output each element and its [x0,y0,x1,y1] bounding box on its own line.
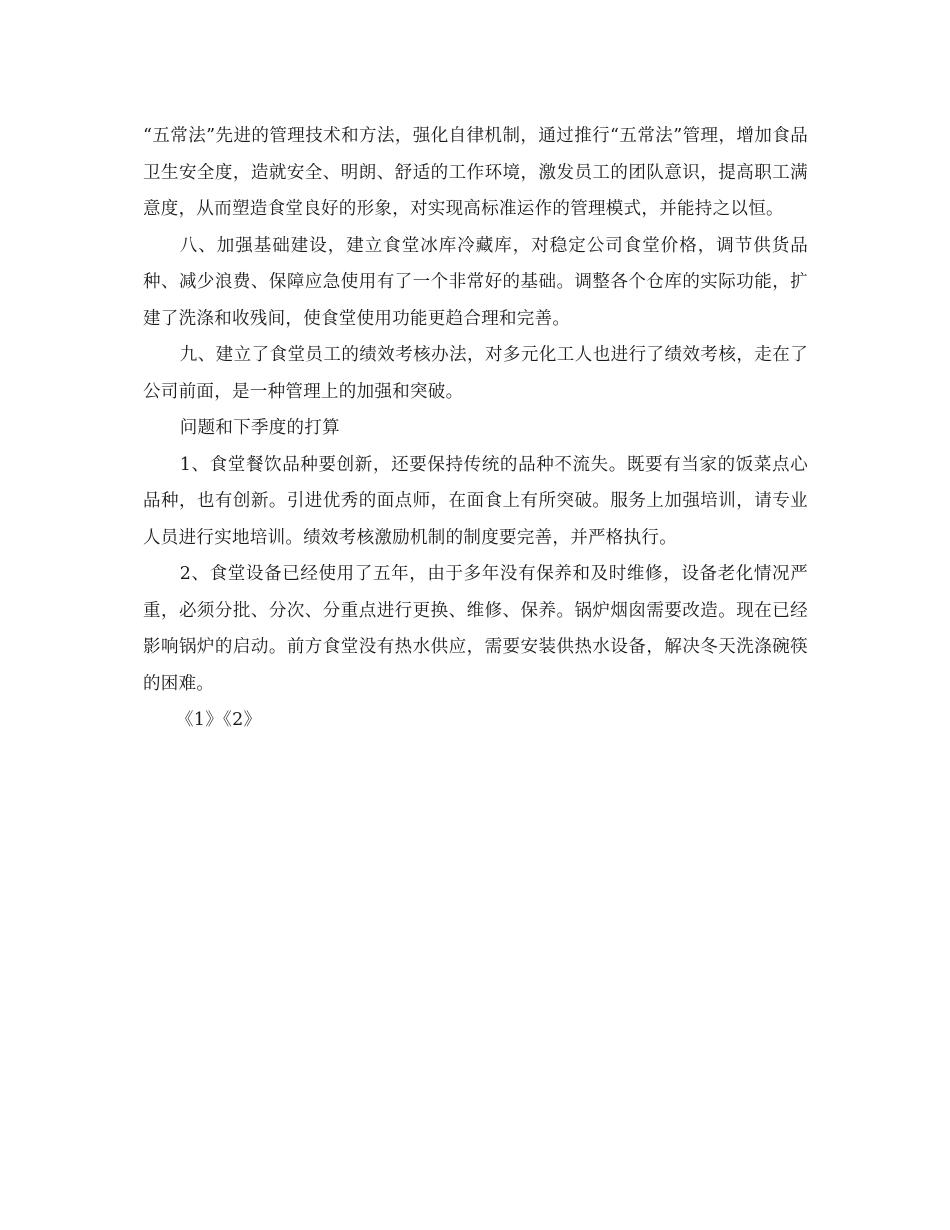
section-heading-problems-plans: 问题和下季度的打算 [179,418,340,438]
paragraph-item-nine: 九、建立了食堂员工的绩效考核办法，对多元化工人也进行了绩效考核，走在了公司前面，是一种管理上的加强和突破。 [143,345,808,402]
paragraph-plan-one: 1、食堂餐饮品种要创新，还要保持传统的品种不流失。既要有当家的饭菜点心品种，也有创新。引进优秀的面点师，在面食上有所突破。服务上加强培训，请专业人员进行实地培训。绩效考核激励机制的制度要完善，并严格执行。 [143,454,808,548]
pagination-links[interactable]: 《1》《2》 [176,710,262,730]
document-body [143,118,808,739]
paragraph-plan-two: 2、食堂设备已经使用了五年，由于多年没有保养和及时维修，设备老化情况严重，必须分批、分次、分重点进行更换、维修、保养。锅炉烟囱需要改造。现在已经影响锅炉的启动。前方食堂没有热水供应，需要安装供热水设备，解决冬天洗涤碗筷的困难。 [143,564,808,694]
paragraph-item-eight: 八、加强基础建设，建立食堂冰库冷藏库，对稳定公司食堂价格，调节供货品种、减少浪费、保障应急使用有了一个非常好的基础。调整各个仓库的实际功能，扩建了洗涤和收残间，使食堂使用功能更趋合理和完善。 [143,235,808,329]
paragraph-five-s-method: “五常法”先进的管理技术和方法，强化自律机制，通过推行“五常法”管理，增加食品卫生安全度，造就安全、明朗、舒适的工作环境，激发员工的团队意识，提高职工满意度，从而塑造食堂良好的形象，对实现高标准运作的管理模式，并能持之以恒。 [143,126,808,219]
